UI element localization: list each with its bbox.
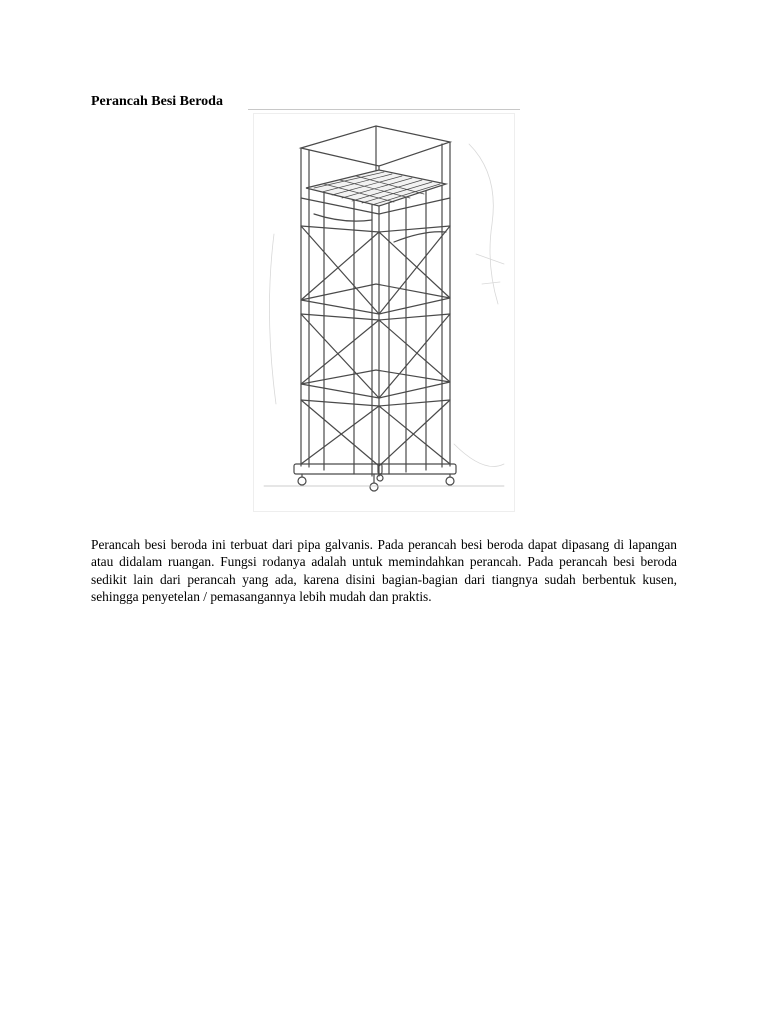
heading-divider xyxy=(248,109,520,110)
scaffold-illustration xyxy=(254,114,514,511)
section-heading: Perancah Besi Beroda xyxy=(91,94,223,109)
description-paragraph: Perancah besi beroda ini terbuat dari pipa galvanis. Pada perancah besi beroda dapat dipasang di lapangan atau didalam ruangan. Fungsi rodanya adalah untuk memindahkan perancah. Pada perancah besi beroda sedikit lain dari perancah yang ada, karena disini bagian-bagian dari tiangnya sudah berbentuk kusen, sehingga penyetelan / pemasangannya lebih mudah dan praktis. xyxy=(91,537,677,604)
scaffold-figure xyxy=(253,113,515,512)
base-rail-left xyxy=(294,464,382,474)
caster-wheels xyxy=(298,474,454,491)
base-rail-right xyxy=(378,464,456,474)
